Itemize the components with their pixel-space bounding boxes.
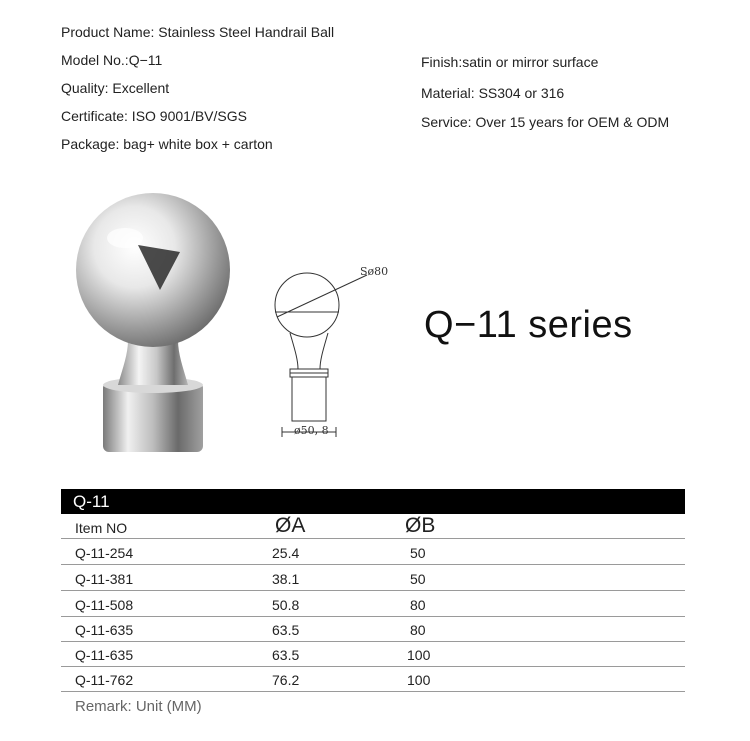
cell-diameter-a: 63.5 [272,647,300,663]
spec-service: Service: Over 15 years for OEM & ODM [421,114,670,130]
spec-product-name: Product Name: Stainless Steel Handrail Ball [61,24,335,40]
cell-item-no: Q-11-635 [75,647,134,663]
base-dimension-label: ø50, 8 [294,424,329,437]
header-item-no: Item NO [75,520,128,536]
series-title: Q−11 series [424,304,633,346]
header-diameter-a: ØA [275,514,306,537]
cell-diameter-b: 100 [407,672,431,688]
spec-material: Material: SS304 or 316 [421,85,565,101]
cell-diameter-a: 38.1 [272,571,300,587]
spec-model-no: Model No.:Q−11 [61,52,163,68]
cell-diameter-b: 50 [410,571,426,587]
product-photo [70,190,240,460]
spec-finish: Finish:satin or mirror surface [421,54,599,70]
table-title-bar [61,489,685,514]
cell-item-no: Q-11-635 [75,622,134,638]
cell-item-no: Q-11-381 [75,571,134,587]
cell-diameter-a: 25.4 [272,545,300,561]
cell-item-no: Q-11-254 [75,545,134,561]
table-divider [61,641,685,642]
technical-drawing [262,255,402,445]
cell-diameter-b: 80 [410,597,426,613]
cell-diameter-a: 50.8 [272,597,300,613]
table-divider [61,691,685,692]
cell-diameter-b: 50 [410,545,426,561]
spec-certificate: Certificate: ISO 9001/BV/SGS [61,108,247,124]
cell-diameter-a: 76.2 [272,672,300,688]
table-title: Q-11 [73,492,110,511]
remark-text: Remark: Unit (MM) [75,698,202,715]
sphere-dimension-label: Sø80 [360,265,389,278]
cell-diameter-b: 80 [410,622,426,638]
header-diameter-b: ØB [405,514,436,537]
table-divider [61,590,685,591]
spec-quality: Quality: Excellent [61,80,170,96]
table-divider [61,564,685,565]
spec-package: Package: bag+ white box + carton [61,136,273,152]
cell-diameter-a: 63.5 [272,622,300,638]
table-divider [61,616,685,617]
table-divider [61,666,685,667]
cell-item-no: Q-11-508 [75,597,134,613]
cell-item-no: Q-11-762 [75,672,134,688]
cell-diameter-b: 100 [407,647,431,663]
table-divider [61,538,685,539]
